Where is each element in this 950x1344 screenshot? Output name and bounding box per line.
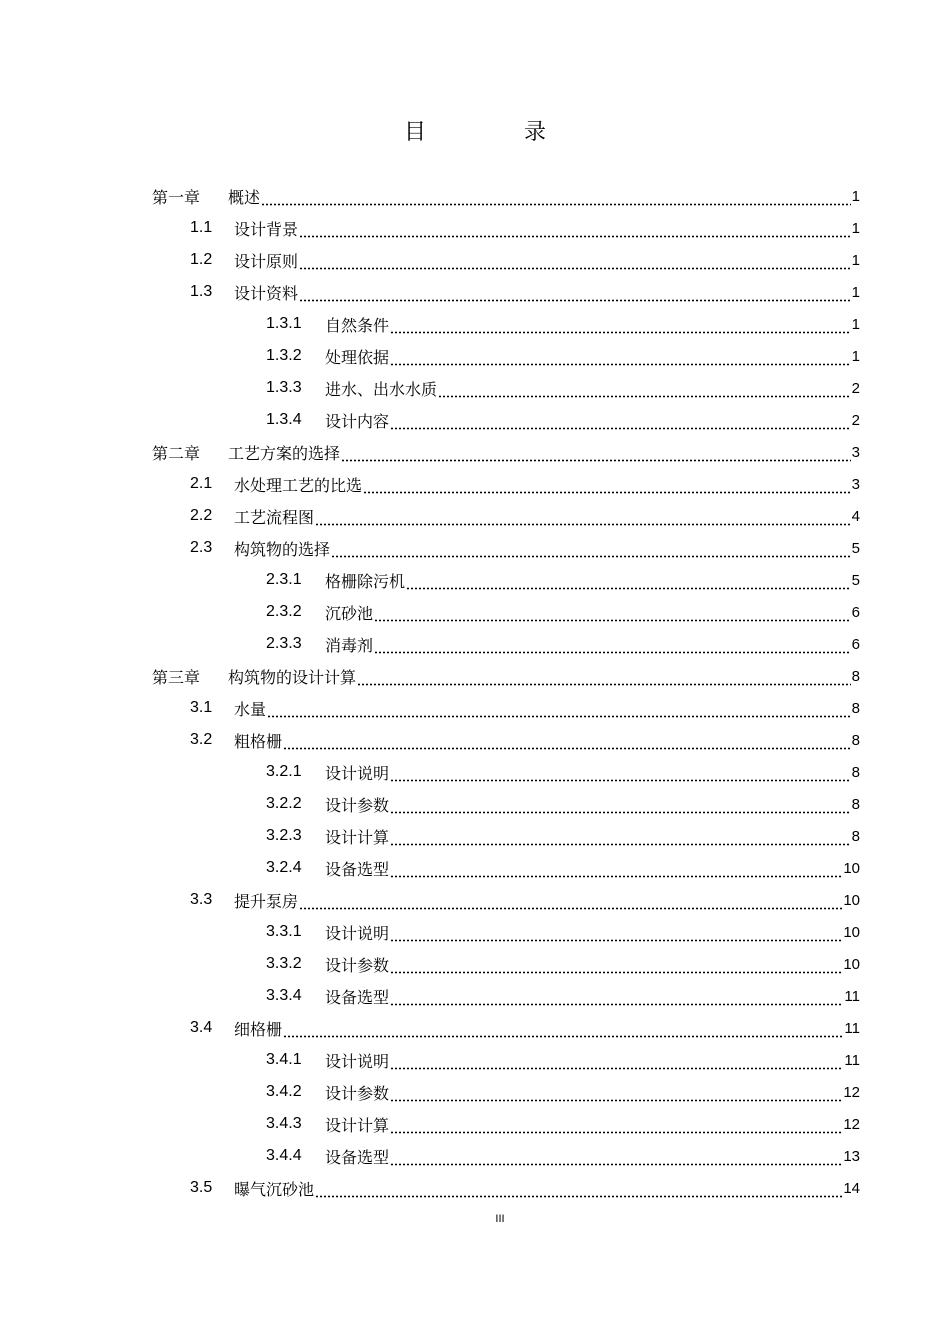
toc-entry-number: 1.3 [190, 283, 213, 300]
toc-entry-page: 8 [851, 699, 860, 717]
toc-entry[interactable] [152, 404, 860, 436]
toc-entry[interactable] [152, 628, 860, 660]
toc-entry-page: 6 [851, 603, 860, 621]
toc-entry[interactable] [152, 948, 860, 980]
dot-leader [438, 380, 851, 398]
toc-entry-page: 3 [851, 443, 860, 461]
toc-entry[interactable] [152, 852, 860, 884]
toc-entry-page: 8 [851, 827, 860, 845]
toc-entry-number: 1.3.1 [266, 315, 302, 332]
toc-entry-number: 2.3.2 [266, 603, 302, 620]
dot-leader [390, 956, 842, 974]
toc-entry-label: 提升泵房 [234, 891, 299, 911]
toc-entry-page: 12 [843, 1115, 860, 1133]
toc-entry[interactable] [152, 340, 860, 372]
toc-entry-label: 设备选型 [325, 859, 390, 879]
dot-leader [315, 1180, 842, 1198]
toc-entry-page: 11 [844, 987, 860, 1005]
dot-leader [390, 796, 851, 814]
toc-entry-label: 设备选型 [325, 1147, 390, 1167]
toc-entry[interactable] [152, 820, 860, 852]
page-number: III [495, 1213, 505, 1225]
toc-entry[interactable] [152, 564, 860, 596]
dot-leader [315, 508, 851, 526]
dot-leader [390, 412, 851, 430]
toc-entry-label: 设计计算 [325, 827, 390, 847]
dot-leader [363, 476, 851, 494]
dot-leader [390, 828, 851, 846]
dot-leader [299, 252, 851, 270]
toc-entry-page: 11 [844, 1051, 860, 1069]
toc-entry-number: 3.3.2 [266, 955, 302, 972]
toc-entry[interactable] [152, 212, 860, 244]
toc-entry-label: 消毒剂 [325, 635, 374, 655]
toc-entry-label: 设计说明 [325, 763, 390, 783]
toc-entry-label: 设计说明 [325, 1051, 390, 1071]
toc-entry-page: 1 [851, 347, 860, 365]
toc-entry-page: 5 [851, 539, 860, 557]
toc-entry-page: 8 [851, 795, 860, 813]
toc-entry-page: 13 [843, 1147, 860, 1165]
dot-leader [390, 924, 842, 942]
dot-leader [341, 444, 851, 462]
toc-entry-label: 设计计算 [325, 1115, 390, 1135]
toc-entry-number: 3.4.4 [266, 1147, 302, 1164]
toc-entry-number: 3.2.3 [266, 827, 302, 844]
dot-leader [261, 188, 851, 206]
dot-leader [374, 604, 851, 622]
toc-entry[interactable] [152, 372, 860, 404]
toc-entry-number: 2.2 [190, 507, 213, 524]
toc-entry-number: 3.2.2 [266, 795, 302, 812]
toc-entry-label: 设备选型 [325, 987, 390, 1007]
toc-entry-label: 设计原则 [234, 251, 299, 271]
toc-entry-page: 6 [851, 635, 860, 653]
toc-entry[interactable] [152, 788, 860, 820]
dot-leader [374, 636, 851, 654]
toc-entry[interactable] [152, 276, 860, 308]
toc-entry-page: 14 [843, 1179, 860, 1197]
dot-leader [331, 540, 851, 558]
toc-entry-label: 进水、出水水质 [325, 379, 438, 399]
toc-entry-label: 水量 [234, 699, 267, 719]
toc-entry-number: 3.4 [190, 1019, 213, 1036]
dot-leader [390, 1084, 842, 1102]
toc-entry[interactable] [152, 884, 860, 916]
dot-leader [406, 572, 851, 590]
toc-entry-page: 2 [851, 379, 860, 397]
toc-entry-number: 3.4.3 [266, 1115, 302, 1132]
toc-entry-label: 沉砂池 [325, 603, 374, 623]
toc-entry[interactable] [152, 180, 860, 212]
toc-entry-number: 2.1 [190, 475, 213, 492]
toc-entry[interactable] [152, 724, 860, 756]
toc-entry[interactable] [152, 660, 860, 692]
toc-entry[interactable] [152, 596, 860, 628]
toc-entry-number: 3.5 [190, 1179, 213, 1196]
toc-entry-label: 构筑物的选择 [234, 539, 331, 559]
toc-entry-label: 曝气沉砂池 [234, 1179, 315, 1199]
toc-entry-page: 2 [851, 411, 860, 429]
toc-entry[interactable] [152, 1044, 860, 1076]
toc-entry-page: 8 [851, 731, 860, 749]
dot-leader [390, 348, 851, 366]
toc-entry-page: 10 [843, 891, 860, 909]
toc-entry-page: 1 [851, 283, 860, 301]
toc-entry[interactable] [152, 980, 860, 1012]
toc-entry-page: 1 [851, 315, 860, 333]
toc-entry-number: 1.3.4 [266, 411, 302, 428]
toc-entry-number: 3.4.2 [266, 1083, 302, 1100]
dot-leader [390, 1116, 842, 1134]
toc-entry[interactable] [152, 308, 860, 340]
toc-entry-label: 构筑物的设计计算 [228, 667, 357, 687]
toc-entry[interactable] [152, 1140, 860, 1172]
toc-entry-number: 3.2 [190, 731, 213, 748]
toc-entry-label: 设计参数 [325, 795, 390, 815]
toc-entry[interactable] [152, 532, 860, 564]
dot-leader [390, 764, 851, 782]
toc-entry-number: 2.3.3 [266, 635, 302, 652]
dot-leader [390, 988, 843, 1006]
toc-entry-page: 1 [851, 251, 860, 269]
toc-entry[interactable] [152, 468, 860, 500]
toc-entry-page: 1 [851, 219, 860, 237]
dot-leader [299, 892, 842, 910]
toc-entry-label: 工艺流程图 [234, 507, 315, 527]
toc-entry-page: 12 [843, 1083, 860, 1101]
toc-entry-number: 2.3 [190, 539, 213, 556]
toc-entry-number: 1.3.3 [266, 379, 302, 396]
toc-entry-number: 3.2.1 [266, 763, 302, 780]
toc-entry-number: 3.4.1 [266, 1051, 302, 1068]
toc-entry[interactable] [152, 692, 860, 724]
toc-entry-label: 水处理工艺的比选 [234, 475, 363, 495]
toc-entry-label: 设计参数 [325, 955, 390, 975]
toc-entry-page: 8 [851, 763, 860, 781]
dot-leader [299, 220, 851, 238]
toc-entry-page: 10 [843, 859, 860, 877]
toc-entry[interactable] [152, 1108, 860, 1140]
toc-entry-page: 3 [851, 475, 860, 493]
toc-entry-number: 第一章 [152, 187, 201, 207]
toc-entry-label: 细格栅 [234, 1019, 283, 1039]
toc-entry-label: 设计说明 [325, 923, 390, 943]
dot-leader [299, 284, 851, 302]
toc-entry-page: 4 [851, 507, 860, 525]
dot-leader [283, 1020, 843, 1038]
toc-entry-number: 第二章 [152, 443, 201, 463]
toc-entry-number: 3.3.1 [266, 923, 302, 940]
toc-entry-label: 设计内容 [325, 411, 390, 431]
toc-entry[interactable] [152, 1172, 860, 1204]
toc-entry-page: 5 [851, 571, 860, 589]
dot-leader [390, 1052, 843, 1070]
toc-title: 目 录 [403, 120, 584, 145]
toc-entry-label: 设计参数 [325, 1083, 390, 1103]
toc-entry-label: 粗格栅 [234, 731, 283, 751]
toc-entry[interactable] [152, 1012, 860, 1044]
toc-entry-number: 3.3 [190, 891, 213, 908]
toc-entry[interactable] [152, 1076, 860, 1108]
toc-entry-number: 2.3.1 [266, 571, 302, 588]
dot-leader [283, 732, 851, 750]
toc-entry-page: 8 [851, 667, 860, 685]
toc-entry-page: 11 [844, 1019, 860, 1037]
toc-entry-number: 3.3.4 [266, 987, 302, 1004]
toc-entry-page: 1 [851, 187, 860, 205]
dot-leader [390, 860, 842, 878]
dot-leader [390, 1148, 842, 1166]
toc-entry-number: 1.3.2 [266, 347, 302, 364]
toc-entry-number: 3.1 [190, 699, 213, 716]
toc-entry[interactable] [152, 244, 860, 276]
toc-entry-label: 格栅除污机 [325, 571, 406, 591]
toc-entry[interactable] [152, 916, 860, 948]
table-of-contents [152, 180, 860, 1204]
toc-entry[interactable] [152, 500, 860, 532]
dot-leader [390, 316, 851, 334]
toc-entry[interactable] [152, 756, 860, 788]
toc-entry-number: 第三章 [152, 667, 201, 687]
toc-entry-page: 10 [843, 923, 860, 941]
toc-entry-label: 设计资料 [234, 283, 299, 303]
toc-entry[interactable] [152, 436, 860, 468]
toc-entry-label: 处理依据 [325, 347, 390, 367]
dot-leader [267, 700, 851, 718]
toc-entry-number: 1.2 [190, 251, 213, 268]
toc-entry-label: 设计背景 [234, 219, 299, 239]
toc-entry-number: 1.1 [190, 219, 213, 236]
toc-entry-label: 概述 [228, 187, 261, 207]
dot-leader [357, 668, 851, 686]
toc-entry-label: 工艺方案的选择 [228, 443, 341, 463]
toc-entry-page: 10 [843, 955, 860, 973]
toc-entry-number: 3.2.4 [266, 859, 302, 876]
toc-entry-label: 自然条件 [325, 315, 390, 335]
